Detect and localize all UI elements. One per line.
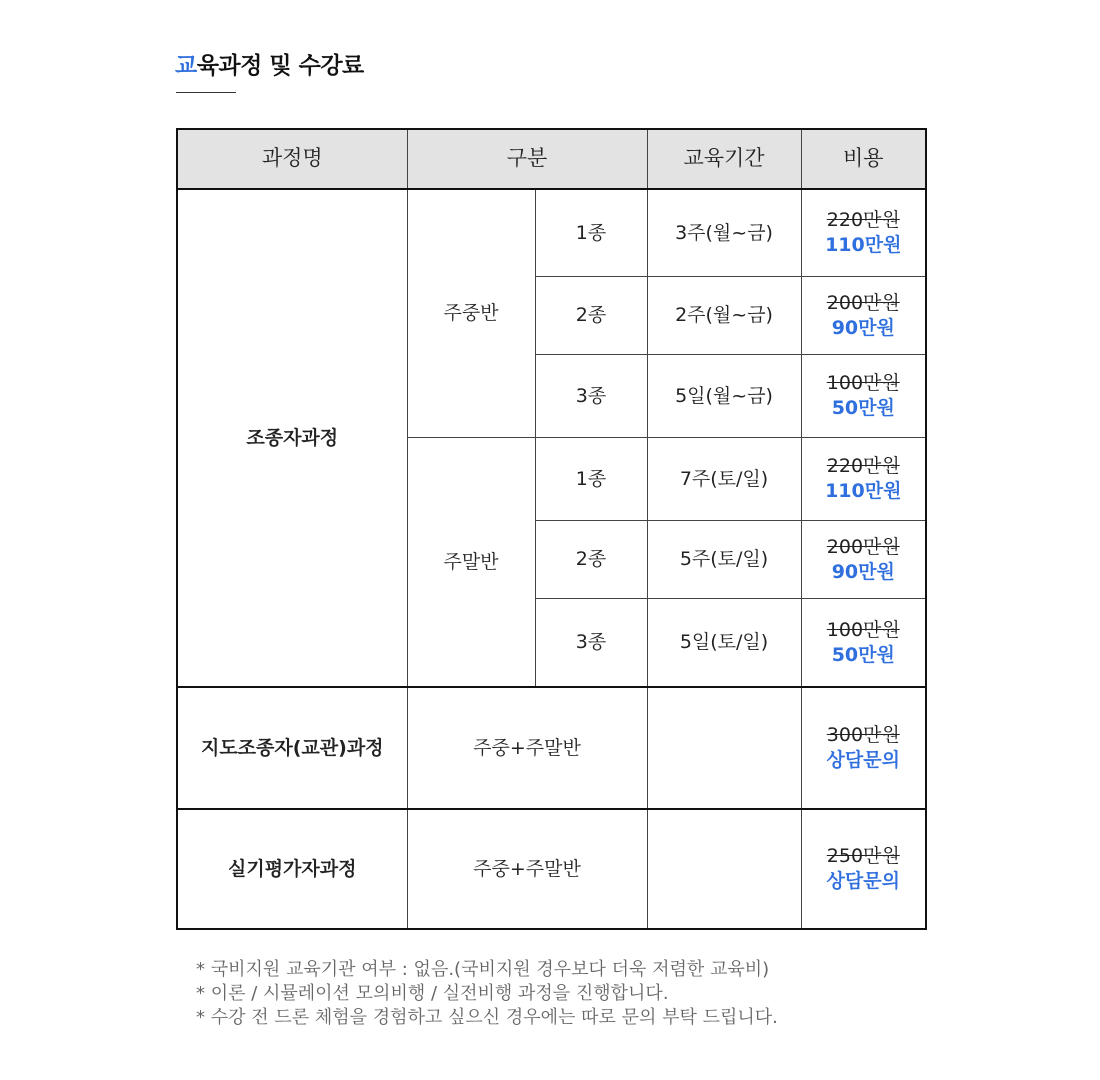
header-period: 교육기간 — [647, 129, 801, 189]
old-price: 100만원 — [826, 618, 900, 641]
grade-cell: 1종 — [535, 438, 647, 521]
table-row — [177, 189, 926, 277]
division-cell: 주중+주말반 — [407, 687, 647, 809]
new-price: 90만원 — [831, 316, 895, 339]
period-cell: 3주(월~금) — [647, 189, 801, 277]
price-cell — [801, 355, 926, 438]
page-title — [175, 47, 364, 80]
price-cell — [801, 687, 926, 809]
price-cell — [801, 277, 926, 355]
period-cell: 5주(토/일) — [647, 521, 801, 599]
new-price: 상담문의 — [826, 870, 900, 892]
division-weekend: 주말반 — [407, 438, 535, 688]
grade-cell: 2종 — [535, 521, 647, 599]
old-price: 250만원 — [826, 845, 900, 868]
notes — [196, 958, 778, 1030]
old-price: 200만원 — [826, 535, 900, 558]
old-price: 220만원 — [826, 209, 900, 232]
division-cell: 주중+주말반 — [407, 809, 647, 929]
note-line: * 국비지원 교육기관 여부 : 없음.(국비지원 경우보다 더욱 저렴한 교육비) — [196, 959, 770, 980]
table-row — [177, 687, 926, 809]
course-name-pilot: 조종자과정 — [177, 189, 407, 687]
price-cell — [801, 438, 926, 521]
new-price: 50만원 — [831, 397, 895, 419]
period-cell: 7주(토/일) — [647, 438, 801, 521]
old-price: 200만원 — [826, 291, 900, 314]
new-price: 110만원 — [825, 234, 902, 256]
period-cell — [647, 809, 801, 929]
old-price: 300만원 — [826, 724, 900, 747]
new-price: 상담문의 — [826, 749, 900, 771]
price-cell — [801, 809, 926, 929]
course-name-evaluator: 실기평가자과정 — [177, 809, 407, 929]
note-line: * 이론 / 시뮬레이션 모의비행 / 실전비행 과정을 진행합니다. — [196, 983, 669, 1004]
price-cell — [801, 521, 926, 599]
grade-cell: 3종 — [535, 599, 647, 688]
grade-cell: 2종 — [535, 277, 647, 355]
new-price: 110만원 — [825, 480, 902, 502]
price-cell — [801, 189, 926, 277]
header-course: 과정명 — [177, 129, 407, 189]
grade-cell: 1종 — [535, 189, 647, 277]
table-row — [177, 809, 926, 929]
grade-cell: 3종 — [535, 355, 647, 438]
old-price: 100만원 — [826, 372, 900, 395]
page-title-accent: 교 — [175, 53, 197, 79]
period-cell: 5일(토/일) — [647, 599, 801, 688]
period-cell — [647, 687, 801, 809]
price-cell — [801, 599, 926, 688]
old-price: 220만원 — [826, 455, 900, 478]
course-fee-table — [176, 128, 927, 930]
period-cell: 2주(월~금) — [647, 277, 801, 355]
header-cost: 비용 — [801, 129, 926, 189]
header-division: 구분 — [407, 129, 647, 189]
note-line: * 수강 전 드론 체험을 경험하고 싶으신 경우에는 따로 문의 부탁 드립니다. — [196, 1007, 778, 1028]
new-price: 90만원 — [831, 560, 895, 583]
course-name-instructor: 지도조종자(교관)과정 — [177, 687, 407, 809]
new-price: 50만원 — [831, 643, 895, 666]
period-cell: 5일(월~금) — [647, 355, 801, 438]
table-header-row — [177, 129, 926, 189]
division-weekday: 주중반 — [407, 189, 535, 438]
title-underline — [176, 92, 236, 93]
page-title-rest: 육과정 및 수강료 — [196, 53, 364, 79]
